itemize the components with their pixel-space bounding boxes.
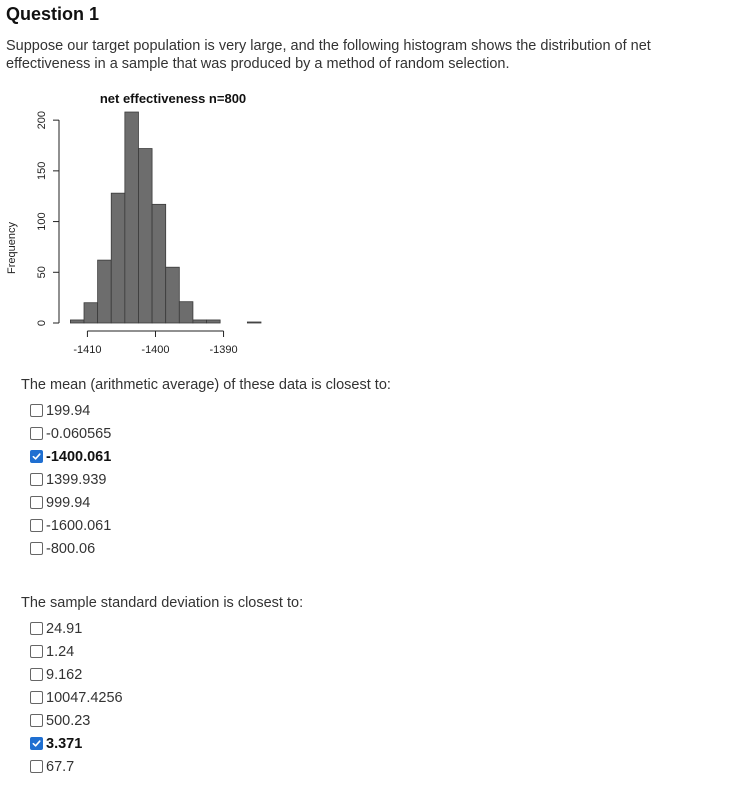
y-tick-label: 0 bbox=[36, 319, 48, 327]
sd-option-label: 1.24 bbox=[46, 643, 75, 660]
histogram-bar bbox=[138, 149, 152, 323]
histogram-bar bbox=[70, 320, 84, 323]
checkbox-empty-icon[interactable] bbox=[30, 645, 43, 658]
checkbox-empty-icon[interactable] bbox=[30, 542, 43, 555]
mean-option-label: -1400.061 bbox=[46, 448, 112, 465]
mean-option-label: 199.94 bbox=[46, 402, 91, 419]
sd-option-label: 67.7 bbox=[46, 758, 75, 775]
chart-title: net effectiveness n=800 bbox=[99, 91, 247, 106]
checkbox-checked-icon[interactable] bbox=[30, 450, 43, 463]
x-ticks-layer bbox=[73, 331, 237, 356]
histogram-bar bbox=[84, 303, 98, 323]
mean-option-label: 999.94 bbox=[46, 494, 91, 511]
mean-options-list bbox=[30, 399, 111, 560]
histogram-figure bbox=[0, 86, 300, 364]
checkbox-empty-icon[interactable] bbox=[30, 473, 43, 486]
sd-option-label: 24.91 bbox=[46, 620, 83, 637]
sd-option[interactable] bbox=[30, 617, 123, 640]
sd-options-list bbox=[30, 617, 123, 778]
checkbox-empty-icon[interactable] bbox=[30, 519, 43, 532]
mean-question-prompt: The mean (arithmetic average) of these data is closest to: bbox=[21, 377, 391, 393]
mean-option[interactable] bbox=[30, 468, 111, 491]
y-axis-label: Frequency bbox=[6, 222, 18, 274]
y-ticks-layer bbox=[36, 111, 59, 326]
y-tick-label: 100 bbox=[36, 212, 48, 231]
histogram-bar bbox=[247, 322, 261, 323]
sd-option-label: 500.23 bbox=[46, 712, 91, 729]
x-tick-label: -1390 bbox=[209, 344, 238, 356]
checkbox-empty-icon[interactable] bbox=[30, 760, 43, 773]
mean-option[interactable] bbox=[30, 491, 111, 514]
checkbox-empty-icon[interactable] bbox=[30, 427, 43, 440]
histogram-bar bbox=[179, 302, 193, 323]
mean-option-label: 1399.939 bbox=[46, 471, 107, 488]
sd-question-prompt: The sample standard deviation is closest to: bbox=[21, 595, 304, 611]
sd-option-label: 9.162 bbox=[46, 666, 83, 683]
histogram-bar bbox=[152, 204, 166, 323]
question-intro: Suppose our target population is very large, and the following histogram shows the distribution of net effectiveness in a sample that was produced by a method of random selection. bbox=[6, 38, 651, 72]
mean-option[interactable] bbox=[30, 514, 111, 537]
checkbox-empty-icon[interactable] bbox=[30, 668, 43, 681]
sd-option[interactable] bbox=[30, 755, 123, 778]
sd-option[interactable] bbox=[30, 640, 123, 663]
histogram-bar bbox=[111, 193, 125, 323]
mean-option[interactable] bbox=[30, 537, 111, 560]
sd-option-label: 10047.4256 bbox=[46, 689, 123, 706]
sd-option[interactable] bbox=[30, 732, 123, 755]
mean-option[interactable] bbox=[30, 445, 111, 468]
histogram-bar bbox=[193, 320, 207, 323]
histogram-bar bbox=[125, 112, 139, 323]
sd-option[interactable] bbox=[30, 686, 123, 709]
sd-option[interactable] bbox=[30, 663, 123, 686]
checkbox-empty-icon[interactable] bbox=[30, 691, 43, 704]
mean-option[interactable] bbox=[30, 399, 111, 422]
mean-option-label: -800.06 bbox=[46, 540, 96, 557]
checkbox-checked-icon[interactable] bbox=[30, 737, 43, 750]
mean-option-label: -0.060565 bbox=[46, 425, 112, 442]
bars-layer bbox=[70, 112, 261, 323]
x-tick-label: -1400 bbox=[141, 344, 170, 356]
sd-option-label: 3.371 bbox=[46, 735, 83, 752]
y-tick-label: 200 bbox=[36, 110, 48, 130]
mean-option[interactable] bbox=[30, 422, 111, 445]
checkbox-empty-icon[interactable] bbox=[30, 622, 43, 635]
checkbox-empty-icon[interactable] bbox=[30, 404, 43, 417]
sd-option[interactable] bbox=[30, 709, 123, 732]
histogram-bar bbox=[166, 267, 180, 323]
y-tick-label: 150 bbox=[36, 161, 48, 181]
y-tick-label: 50 bbox=[36, 266, 48, 279]
x-tick-label: -1410 bbox=[73, 344, 102, 356]
checkbox-empty-icon[interactable] bbox=[30, 714, 43, 727]
question-title: Question 1 bbox=[6, 4, 100, 24]
checkbox-empty-icon[interactable] bbox=[30, 496, 43, 509]
histogram-bar bbox=[98, 260, 112, 323]
histogram-bar bbox=[207, 320, 221, 323]
mean-option-label: -1600.061 bbox=[46, 517, 112, 534]
